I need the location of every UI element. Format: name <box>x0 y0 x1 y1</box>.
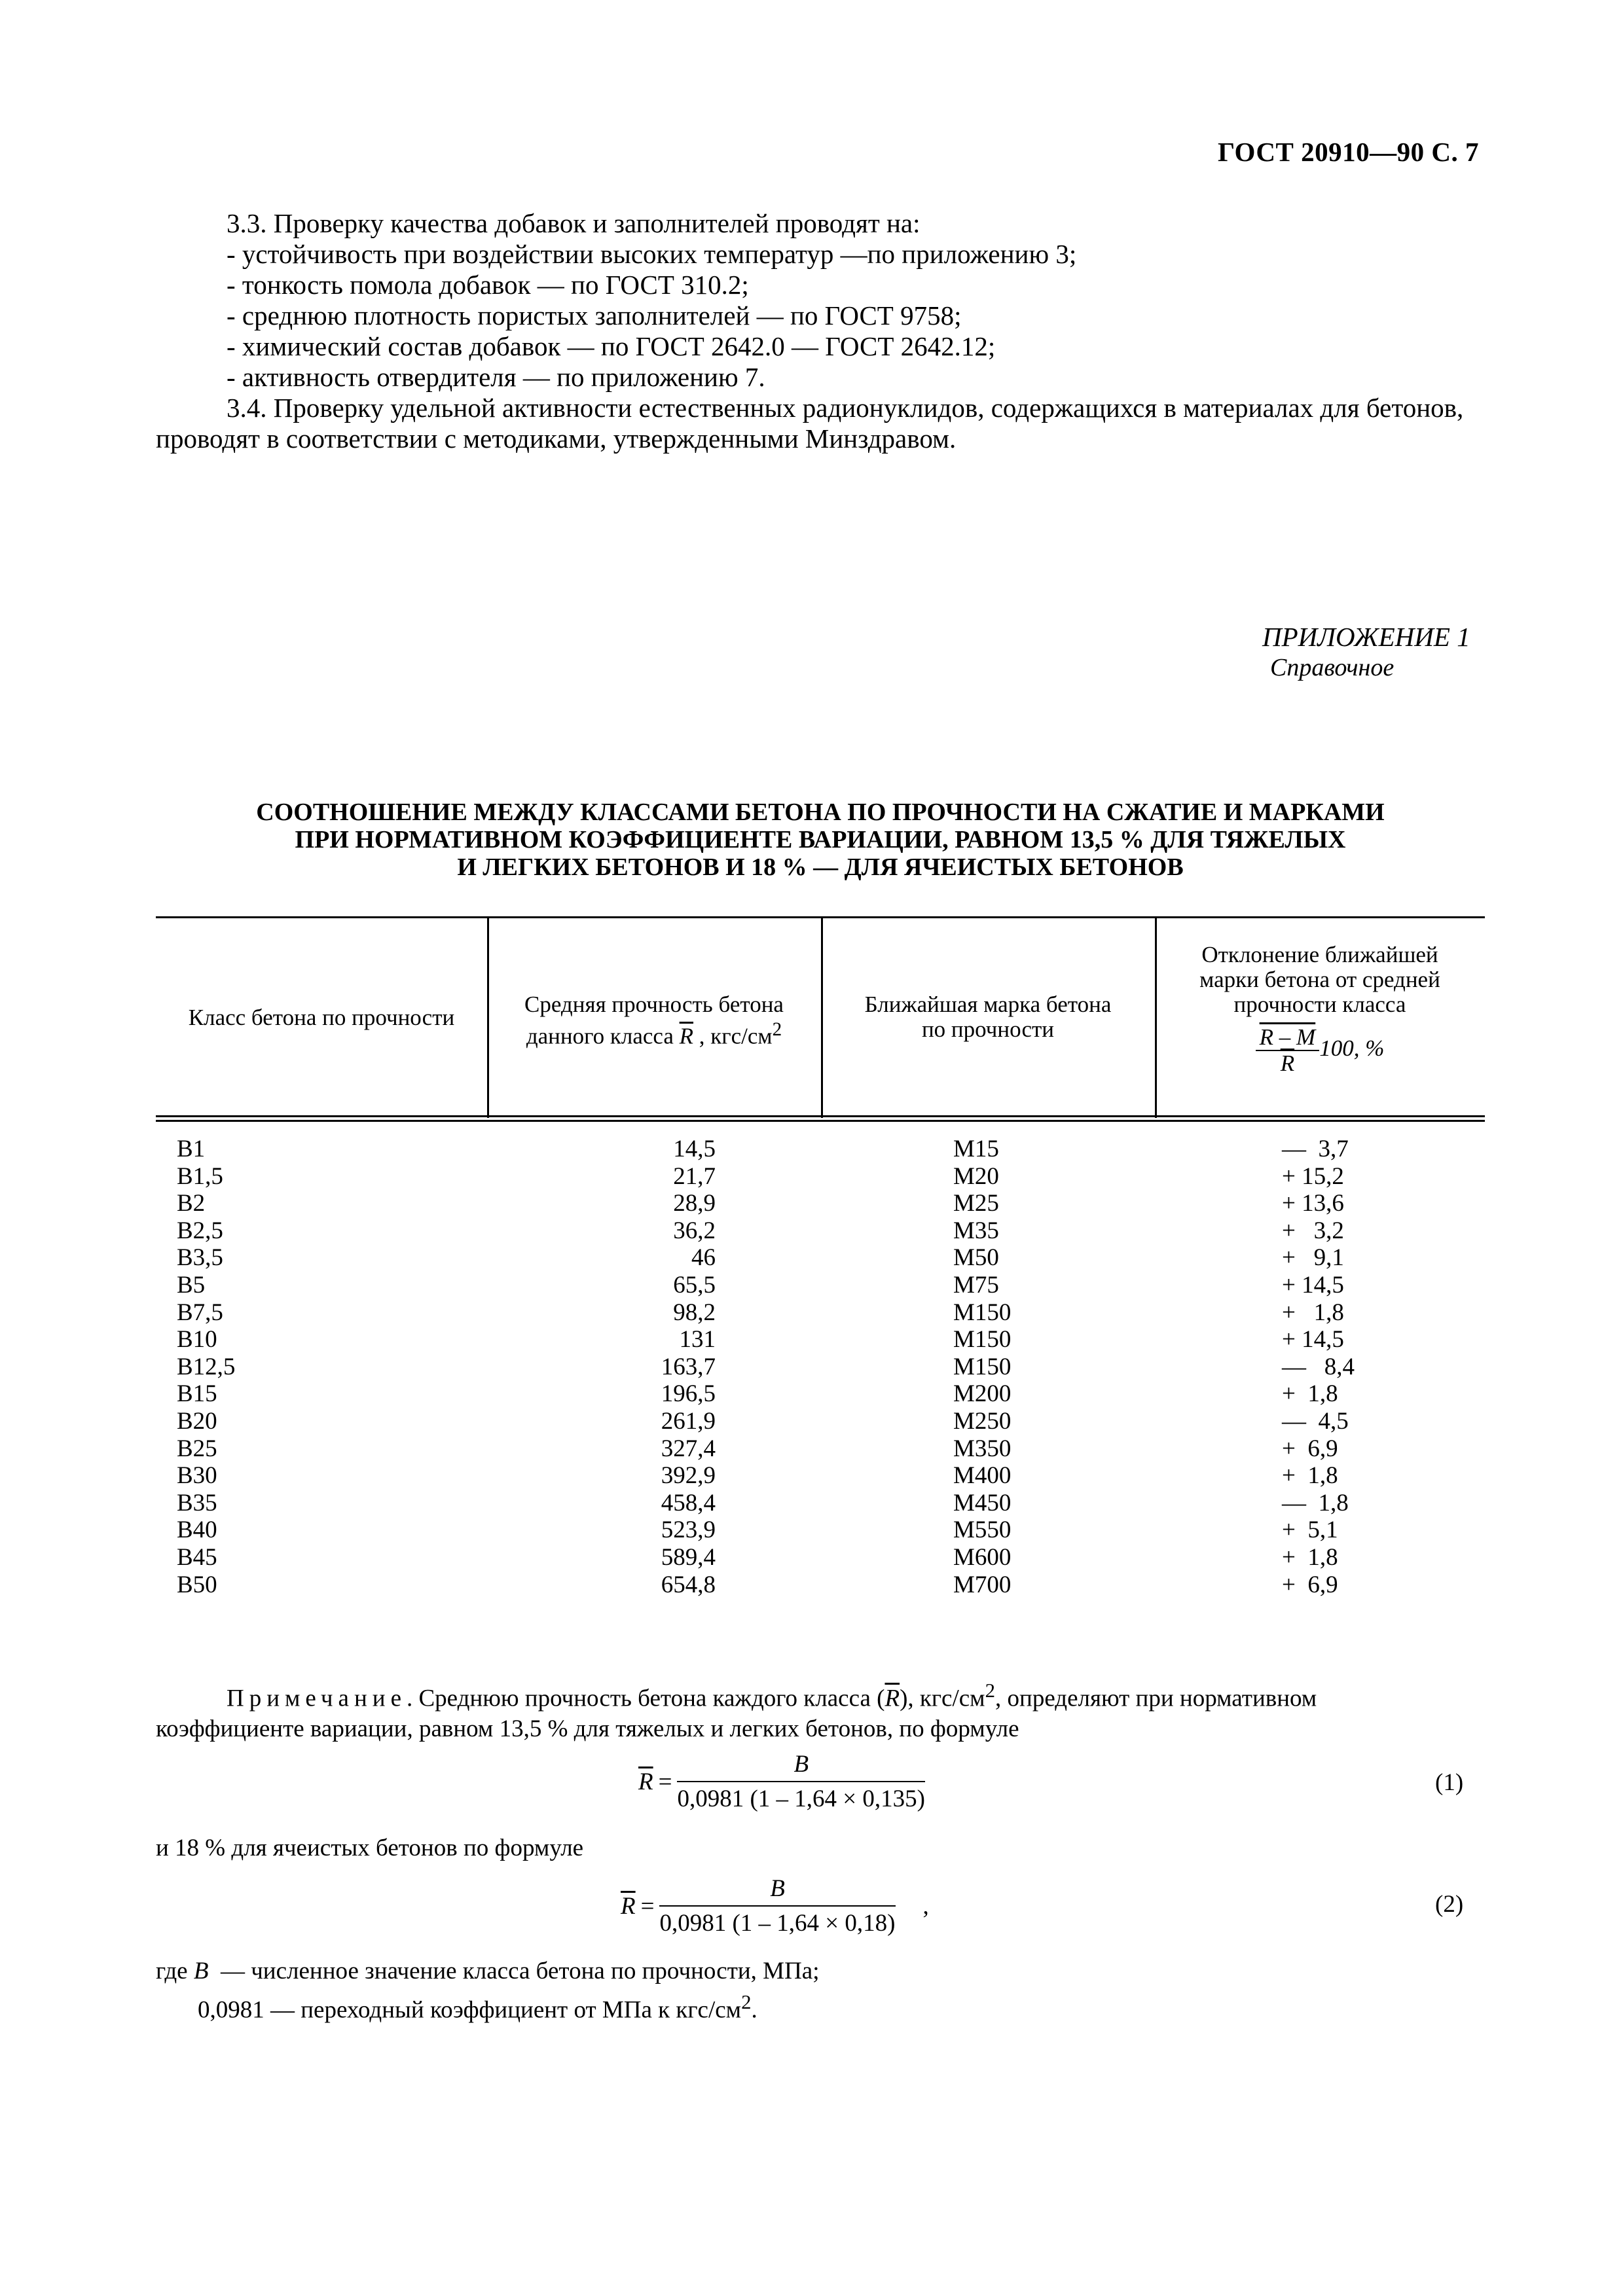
mid-text: и 18 % для ячеистых бетонов по формуле <box>156 1835 584 1861</box>
table-title <box>156 798 1485 881</box>
cell-class: B50 <box>177 1571 217 1598</box>
cell-avg-strength: 196,5 <box>661 1380 716 1408</box>
table-row <box>156 1544 1485 1571</box>
where-text: — численное значение класса бетона по прочности, МПа; <box>208 1958 820 1984</box>
cell-class: B25 <box>177 1435 217 1462</box>
cell-deviation: + 6,9 <box>1282 1435 1338 1462</box>
header-deviation <box>1155 942 1485 1076</box>
cell-grade: M150 <box>953 1353 1012 1380</box>
cell-grade: M50 <box>953 1244 999 1272</box>
formula-1 <box>638 1750 925 1813</box>
cell-grade: M350 <box>953 1435 1012 1462</box>
cell-avg-strength: 46 <box>691 1244 716 1272</box>
superscript: 2 <box>985 1679 996 1702</box>
cell-avg-strength: 131 <box>679 1326 716 1354</box>
superscript: 2 <box>741 1991 752 2013</box>
cell-class: B2,5 <box>177 1217 223 1244</box>
table-row <box>156 1571 1485 1599</box>
cell-class: B20 <box>177 1407 217 1435</box>
cell-deviation: + 3,2 <box>1282 1217 1344 1244</box>
cell-grade: M150 <box>953 1299 1012 1326</box>
header-avg-strength-line1: Средняя прочность бетона <box>524 992 784 1017</box>
where-line1 <box>156 1956 820 1986</box>
cell-class: B3,5 <box>177 1244 223 1272</box>
cell-grade: M25 <box>953 1190 999 1217</box>
cell-grade: M15 <box>953 1136 999 1162</box>
list-item: - химический состав добавок — по ГОСТ 2642.0 — ГОСТ 2642.12; <box>227 331 996 361</box>
header-text: , кгс/см <box>693 1023 773 1049</box>
table-row <box>156 1299 1485 1327</box>
table-top-rule <box>156 916 1485 918</box>
cell-deviation: — 4,5 <box>1282 1407 1349 1435</box>
cell-grade: M75 <box>953 1271 999 1299</box>
header-nearest-grade-line2: по прочности <box>921 1016 1055 1042</box>
appendix-title: ПРИЛОЖЕНИЕ 1 <box>1262 622 1470 652</box>
cell-class: B45 <box>177 1543 217 1571</box>
table-row <box>156 1136 1485 1163</box>
cell-deviation: — 8,4 <box>1282 1353 1355 1380</box>
cell-deviation: + 14,5 <box>1282 1326 1344 1354</box>
table-row <box>156 1516 1485 1544</box>
cell-grade: M400 <box>953 1462 1012 1490</box>
cell-avg-strength: 21,7 <box>673 1162 716 1190</box>
numerator-text: R – M <box>1259 1024 1316 1050</box>
cell-grade: M600 <box>953 1543 1012 1571</box>
table-title-line: И ЛЕГКИХ БЕТОНОВ И 18 % — ДЛЯ ЯЧЕИСТЫХ БЕТОНОВ <box>457 853 1184 881</box>
formula-denominator: 0,0981 (1 – 1,64 × 0,18) <box>659 1910 896 1937</box>
table-row <box>156 1380 1485 1408</box>
cell-deviation: + 6,9 <box>1282 1571 1338 1598</box>
note <box>156 1676 1485 1744</box>
cell-avg-strength: 65,5 <box>673 1271 716 1299</box>
formula-eq: = <box>640 1892 655 1920</box>
header-deviation-line1: Отклонение ближайшей <box>1201 942 1438 967</box>
formula-eq: = <box>658 1768 672 1795</box>
header-nearest-grade-line1: Ближайшая марка бетона <box>864 992 1112 1017</box>
note-text: , определяют при нормативном <box>995 1685 1317 1712</box>
formula-tail: 100, % <box>1319 1035 1385 1062</box>
header-class: Класс бетона по прочности <box>188 1005 455 1030</box>
fraction-denominator: R <box>1280 1050 1295 1076</box>
cell-grade: M450 <box>953 1489 1012 1516</box>
table-row <box>156 1408 1485 1435</box>
formula-lhs: $\overline{R}$ <box>638 1768 653 1795</box>
cell-class: B5 <box>177 1271 206 1299</box>
cell-class: B40 <box>177 1516 217 1544</box>
cell-deviation: + 9,1 <box>1282 1244 1344 1272</box>
note-label: Примечание <box>227 1685 407 1712</box>
list-item: - активность отвердителя — по приложению 7. <box>227 362 765 392</box>
appendix-subtitle: Справочное <box>1270 654 1395 681</box>
cell-grade: M200 <box>953 1380 1012 1408</box>
cell-grade: M35 <box>953 1217 999 1244</box>
table-row <box>156 1163 1485 1191</box>
table-row <box>156 1354 1485 1381</box>
formula-denominator: 0,0981 (1 – 1,64 × 0,135) <box>677 1785 925 1812</box>
header-nearest-grade <box>821 992 1155 1042</box>
cell-grade: M20 <box>953 1162 999 1190</box>
table-row <box>156 1326 1485 1354</box>
cell-avg-strength: 458,4 <box>661 1489 716 1516</box>
cell-grade: M700 <box>953 1571 1012 1598</box>
cell-grade: M550 <box>953 1516 1012 1544</box>
cell-avg-strength: 654,8 <box>661 1571 716 1598</box>
cell-class: B35 <box>177 1489 217 1516</box>
cell-grade: M150 <box>953 1326 1012 1354</box>
formula-numerator: B <box>677 1750 925 1782</box>
table-row <box>156 1490 1485 1517</box>
b-symbol: B <box>193 1958 209 1984</box>
cell-avg-strength: 14,5 <box>673 1136 716 1162</box>
header-deviation-line3: прочности класса <box>1233 992 1406 1017</box>
table-title-line: СООТНОШЕНИЕ МЕЖДУ КЛАССАМИ БЕТОНА ПО ПРОЧНОСТИ НА СЖАТИЕ И МАРКАМИ <box>256 798 1385 826</box>
cell-avg-strength: 261,9 <box>661 1407 716 1435</box>
note-text: ), кгс/см <box>900 1685 985 1712</box>
where-text: . <box>751 1996 757 2024</box>
header-avg-strength <box>487 992 821 1049</box>
cell-class: B30 <box>177 1462 217 1490</box>
cell-deviation: + 15,2 <box>1282 1162 1344 1190</box>
table-body <box>156 1136 1485 1598</box>
formula-lhs: $\overline{R}$ <box>621 1892 636 1920</box>
list-item: - тонкость помола добавок — по ГОСТ 310.2; <box>227 270 749 300</box>
page-header: ГОСТ 20910—90 С. 7 <box>1217 137 1479 167</box>
table-row <box>156 1190 1485 1217</box>
section-3 <box>156 208 1485 454</box>
cell-grade: M250 <box>953 1407 1012 1435</box>
paragraph: 3.4. Проверку удельной активности естественных радионуклидов, содержащихся в материалах для бетонов, проводят в соответствии с методиками, утвержденными Минздравом. <box>156 393 1464 454</box>
table-row <box>156 1462 1485 1490</box>
formula-1-number: (1) <box>1435 1769 1464 1796</box>
r-bar-symbol: $\overline{R}$ <box>679 1023 694 1049</box>
cell-deviation: + 1,8 <box>1282 1543 1338 1571</box>
formula-comma: , <box>922 1892 929 1920</box>
formula-2 <box>621 1874 929 1937</box>
table-row <box>156 1435 1485 1463</box>
cell-avg-strength: 327,4 <box>661 1435 716 1462</box>
formula-fraction <box>677 1750 925 1813</box>
header-text: данного класса <box>526 1023 680 1049</box>
cell-deviation: — 1,8 <box>1282 1489 1349 1516</box>
cell-deviation: + 14,5 <box>1282 1271 1344 1299</box>
table-row <box>156 1272 1485 1299</box>
cell-deviation: + 1,8 <box>1282 1380 1338 1408</box>
formula-fraction <box>659 1874 895 1937</box>
cell-deviation: + 13,6 <box>1282 1190 1344 1217</box>
formula-2-number: (2) <box>1435 1891 1464 1918</box>
list-item: - среднюю плотность пористых заполнителей — по ГОСТ 9758; <box>227 300 962 331</box>
cell-deviation: + 1,8 <box>1282 1462 1338 1490</box>
header-deviation-line2: марки бетона от средней <box>1199 967 1440 992</box>
cell-avg-strength: 589,4 <box>661 1543 716 1571</box>
table-header-rule <box>156 1115 1485 1117</box>
appendix-label <box>1262 622 1470 683</box>
superscript: 2 <box>772 1019 782 1040</box>
note-line2: коэффициенте вариации, равном 13,5 % для тяжелых и легких бетонов, по формуле <box>156 1715 1019 1743</box>
cell-avg-strength: 392,9 <box>661 1462 716 1490</box>
deviation-fraction <box>1256 1025 1320 1076</box>
cell-deviation: + 5,1 <box>1282 1516 1338 1544</box>
list-item: - устойчивость при воздействии высоких температур —по приложению 3; <box>227 239 1077 269</box>
where-line2 <box>198 1987 757 2025</box>
cell-avg-strength: 28,9 <box>673 1190 716 1217</box>
cell-class: B10 <box>177 1326 217 1354</box>
cell-deviation: — 3,7 <box>1282 1136 1349 1162</box>
formula-numerator: B <box>659 1874 895 1907</box>
r-bar-symbol: $\overline{R}$ <box>884 1685 900 1712</box>
table-header-rule-2 <box>156 1120 1485 1122</box>
table-title-line: ПРИ НОРМАТИВНОМ КОЭФФИЦИЕНТЕ ВАРИАЦИИ, РАВНОМ 13,5 % ДЛЯ ТЯЖЕЛЫХ <box>295 826 1346 853</box>
header-avg-strength-line2 <box>487 1017 821 1049</box>
where-text: 0,0981 — переходный коэффициент от МПа к кгс/см <box>198 1996 742 2024</box>
cell-class: B7,5 <box>177 1299 223 1326</box>
cell-class: B1,5 <box>177 1162 223 1190</box>
cell-avg-strength: 98,2 <box>673 1299 716 1326</box>
cell-avg-strength: 523,9 <box>661 1516 716 1544</box>
fraction-numerator <box>1256 1025 1320 1051</box>
cell-class: B12,5 <box>177 1353 236 1380</box>
deviation-formula <box>1155 1025 1485 1076</box>
table-row <box>156 1217 1485 1245</box>
note-text: . Среднюю прочность бетона каждого класса ( <box>407 1685 885 1712</box>
paragraph: 3.3. Проверку качества добавок и заполнителей проводят на: <box>227 208 921 238</box>
table-row <box>156 1244 1485 1272</box>
cell-avg-strength: 36,2 <box>673 1217 716 1244</box>
cell-class: B15 <box>177 1380 217 1408</box>
cell-class: B1 <box>177 1136 206 1162</box>
where-text: где <box>156 1958 194 1984</box>
cell-class: B2 <box>177 1190 206 1217</box>
note-line1 <box>156 1676 1485 1713</box>
cell-avg-strength: 163,7 <box>661 1353 716 1380</box>
cell-deviation: + 1,8 <box>1282 1299 1344 1326</box>
